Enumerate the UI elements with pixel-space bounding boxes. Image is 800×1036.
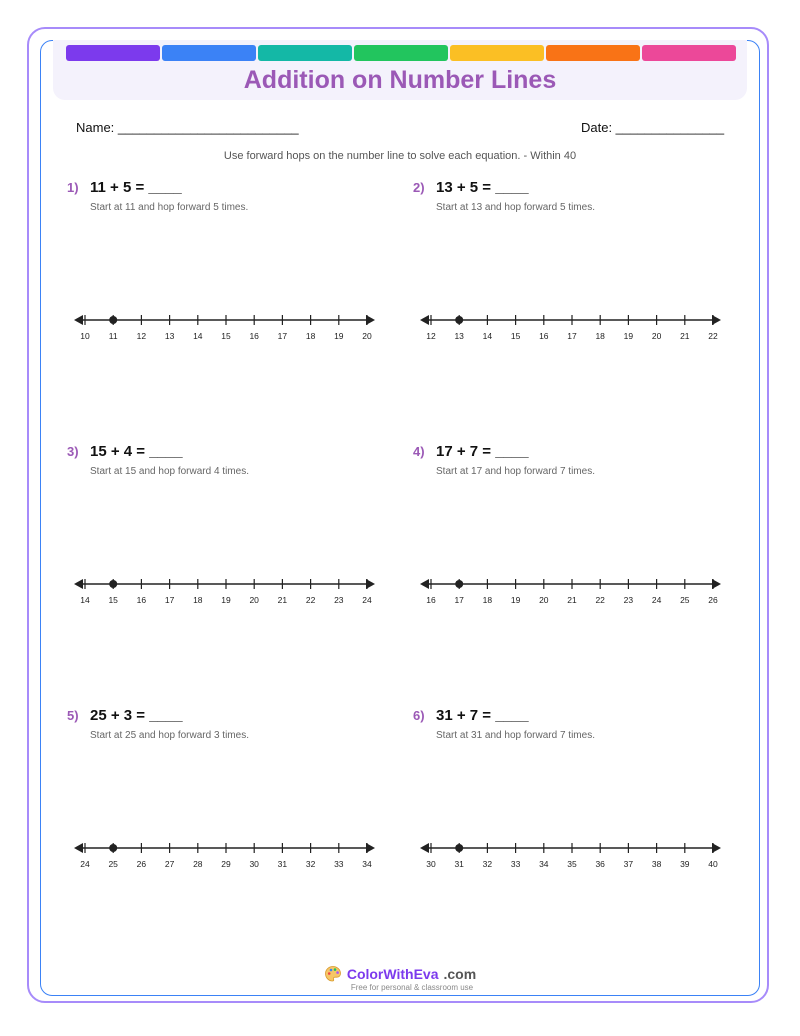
problem-equation[interactable]: 25 + 3 = ____: [90, 707, 183, 724]
brand-domain: .com: [443, 966, 477, 982]
tick-label: 26: [708, 595, 718, 605]
tick-label: 33: [334, 859, 344, 869]
start-point: [109, 580, 117, 588]
tick-label: 28: [193, 859, 203, 869]
tick-label: 22: [595, 595, 605, 605]
tick-label: 20: [539, 595, 549, 605]
start-point: [109, 316, 117, 324]
tick-label: 13: [164, 331, 175, 341]
color-stripe: [450, 45, 544, 61]
tick-label: 14: [482, 331, 493, 341]
tick-label: 19: [221, 595, 231, 605]
tick-label: 17: [454, 595, 464, 605]
tick-label: 23: [623, 595, 634, 605]
tick-label: 35: [567, 859, 577, 869]
problem-hint: Start at 11 and hop forward 5 times.: [90, 202, 249, 213]
problem-number: 4): [413, 444, 425, 459]
start-point: [109, 844, 117, 852]
tick-label: 20: [249, 595, 259, 605]
tick-label: 22: [708, 331, 718, 341]
date-field[interactable]: Date: _______________: [581, 120, 725, 135]
tick-label: 12: [136, 331, 147, 341]
tick-label: 12: [426, 331, 436, 341]
color-stripe: [354, 45, 448, 61]
tick-label: 24: [362, 595, 372, 605]
tick-label: 21: [567, 595, 577, 605]
tick-label: 18: [482, 595, 493, 605]
tick-label: 24: [80, 859, 90, 869]
problem-equation[interactable]: 17 + 7 = ____: [436, 443, 529, 460]
number-line: [416, 305, 736, 350]
color-stripe: [546, 45, 640, 61]
tick-label: 22: [305, 595, 316, 605]
number-line: [70, 569, 390, 614]
arrow-left-icon: [420, 579, 429, 589]
number-line: [416, 569, 736, 614]
problem-number: 1): [67, 180, 79, 195]
tick-label: 20: [651, 331, 662, 341]
tick-label: 27: [164, 859, 175, 869]
problem-hint: Start at 17 and hop forward 7 times.: [436, 466, 595, 477]
problem-equation[interactable]: 13 + 5 = ____: [436, 179, 529, 196]
number-line: [416, 833, 736, 878]
name-field[interactable]: Name: _________________________: [76, 120, 299, 135]
tick-label: 34: [362, 859, 372, 869]
problem-number: 3): [67, 444, 79, 459]
tick-label: 32: [305, 859, 316, 869]
footer-tagline: Free for personal & classroom use: [350, 983, 474, 992]
problem-hint: Start at 31 and hop forward 7 times.: [436, 730, 595, 741]
tick-label: 25: [108, 859, 118, 869]
arrow-left-icon: [74, 579, 83, 589]
tick-label: 11: [108, 331, 118, 341]
start-point: [455, 316, 463, 324]
tick-label: 16: [136, 595, 147, 605]
tick-label: 13: [454, 331, 464, 341]
tick-label: 19: [623, 331, 634, 341]
tick-label: 34: [539, 859, 549, 869]
tick-label: 17: [277, 331, 288, 341]
tick-label: 18: [305, 331, 316, 341]
color-stripe: [642, 45, 736, 61]
tick-label: 16: [539, 331, 549, 341]
instructions-text: Use forward hops on the number line to solve each equation. - Within 40: [223, 150, 577, 162]
problem-equation[interactable]: 15 + 4 = ____: [90, 443, 183, 460]
tick-label: 38: [651, 859, 662, 869]
problem-hint: Start at 25 and hop forward 3 times.: [90, 730, 249, 741]
tick-label: 17: [164, 595, 175, 605]
start-point: [455, 844, 463, 852]
tick-label: 16: [249, 331, 259, 341]
tick-label: 39: [680, 859, 690, 869]
start-point: [455, 580, 463, 588]
arrow-left-icon: [420, 315, 429, 325]
tick-label: 16: [426, 595, 436, 605]
number-line: [70, 305, 390, 350]
tick-label: 15: [108, 595, 118, 605]
problem-hint: Start at 13 and hop forward 5 times.: [436, 202, 595, 213]
color-stripe: [258, 45, 352, 61]
tick-label: 21: [680, 331, 690, 341]
brand-name: ColorWithEva: [346, 966, 439, 982]
tick-label: 20: [362, 331, 372, 341]
tick-label: 32: [482, 859, 493, 869]
problem-number: 5): [67, 708, 79, 723]
tick-label: 33: [510, 859, 521, 869]
arrow-left-icon: [74, 315, 83, 325]
problem-number: 6): [413, 708, 425, 723]
tick-label: 31: [454, 859, 464, 869]
color-stripe: [66, 45, 160, 61]
tick-label: 19: [510, 595, 521, 605]
tick-label: 24: [651, 595, 662, 605]
problem-equation[interactable]: 31 + 7 = ____: [436, 707, 529, 724]
tick-label: 14: [193, 331, 203, 341]
tick-label: 21: [277, 595, 288, 605]
tick-label: 10: [80, 331, 90, 341]
arrow-left-icon: [420, 843, 429, 853]
tick-label: 17: [567, 331, 577, 341]
tick-label: 23: [334, 595, 344, 605]
color-stripe: [162, 45, 256, 61]
problem-hint: Start at 15 and hop forward 4 times.: [90, 466, 249, 477]
worksheet-title: Addition on Number Lines: [243, 66, 557, 94]
tick-label: 25: [680, 595, 690, 605]
tick-label: 30: [426, 859, 436, 869]
arrow-left-icon: [74, 843, 83, 853]
tick-label: 15: [221, 331, 231, 341]
tick-label: 40: [708, 859, 718, 869]
tick-label: 14: [80, 595, 90, 605]
palette-icon: [324, 965, 342, 983]
tick-label: 30: [249, 859, 259, 869]
tick-label: 18: [193, 595, 203, 605]
tick-label: 29: [221, 859, 231, 869]
tick-label: 18: [595, 331, 605, 341]
tick-label: 26: [136, 859, 147, 869]
problem-number: 2): [413, 180, 425, 195]
tick-label: 31: [277, 859, 288, 869]
tick-label: 19: [334, 331, 344, 341]
tick-label: 37: [623, 859, 634, 869]
tick-label: 36: [595, 859, 605, 869]
problem-equation[interactable]: 11 + 5 = ____: [90, 179, 182, 196]
tick-label: 15: [510, 331, 521, 341]
number-line: [70, 833, 390, 878]
